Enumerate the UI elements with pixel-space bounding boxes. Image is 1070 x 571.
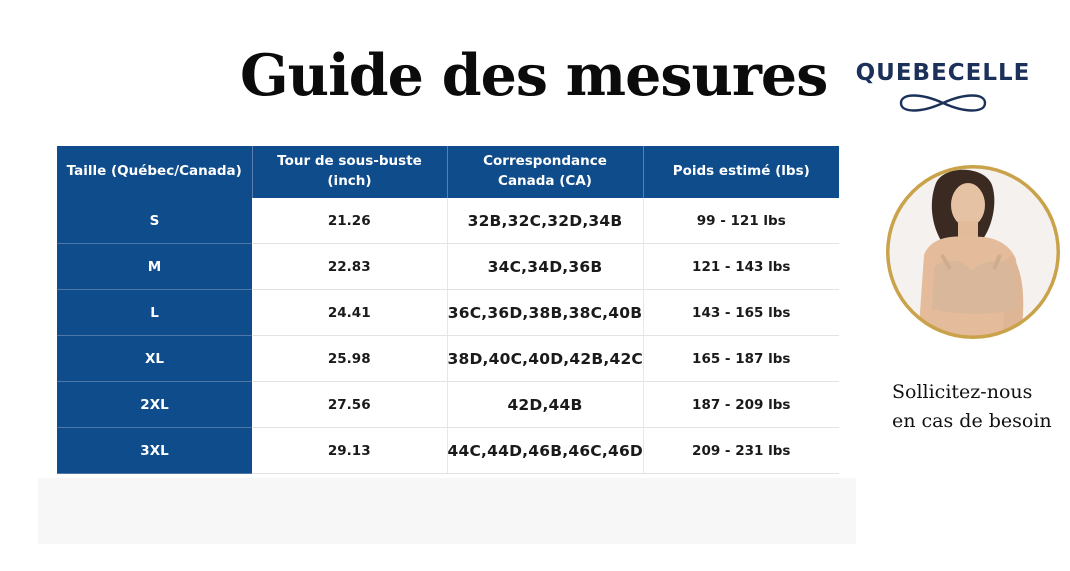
- cell-ca: 44C,44D,46B,46C,46D: [447, 428, 643, 474]
- cell-size: L: [57, 290, 252, 336]
- cell-weight: 187 - 209 lbs: [643, 382, 839, 428]
- cell-underbust: 27.56: [252, 382, 447, 428]
- cell-weight: 165 - 187 lbs: [643, 336, 839, 382]
- page-title: Guide des mesures: [240, 42, 828, 109]
- table-row: [57, 244, 839, 290]
- table-row: [57, 382, 839, 428]
- table-header-row: [57, 146, 839, 198]
- cell-size: XL: [57, 336, 252, 382]
- cell-weight: 143 - 165 lbs: [643, 290, 839, 336]
- brand-logo[interactable]: [852, 60, 1034, 118]
- cell-underbust: 25.98: [252, 336, 447, 382]
- header-underbust: Tour de sous-buste (inch): [252, 146, 447, 198]
- help-line-1: Sollicitez-nous: [892, 381, 1033, 403]
- cell-size: 3XL: [57, 428, 252, 474]
- table-row: [57, 290, 839, 336]
- help-text: [892, 378, 1070, 436]
- cell-ca: 32B,32C,32D,34B: [447, 198, 643, 244]
- model-photo: [884, 163, 1062, 341]
- cell-size: M: [57, 244, 252, 290]
- cell-size: 2XL: [57, 382, 252, 428]
- size-table: [57, 146, 839, 474]
- cell-underbust: 24.41: [252, 290, 447, 336]
- header-weight: Poids estimé (lbs): [643, 146, 839, 198]
- cell-underbust: 21.26: [252, 198, 447, 244]
- cell-weight: 121 - 143 lbs: [643, 244, 839, 290]
- table-row: [57, 336, 839, 382]
- cell-weight: 99 - 121 lbs: [643, 198, 839, 244]
- table-shadow-area: [38, 478, 856, 544]
- cell-ca: 38D,40C,40D,42B,42C: [447, 336, 643, 382]
- table-row: [57, 198, 839, 244]
- table-row: [57, 428, 839, 474]
- cell-underbust: 29.13: [252, 428, 447, 474]
- header-size: Taille (Québec/Canada): [57, 146, 252, 198]
- infinity-icon: [895, 88, 991, 118]
- cell-underbust: 22.83: [252, 244, 447, 290]
- cell-weight: 209 - 231 lbs: [643, 428, 839, 474]
- cell-size: S: [57, 198, 252, 244]
- brand-name: QUEBECELLE: [855, 60, 1031, 86]
- cell-ca: 36C,36D,38B,38C,40B: [447, 290, 643, 336]
- header-ca: Correspondance Canada (CA): [447, 146, 643, 198]
- help-line-2: en cas de besoin: [892, 410, 1052, 432]
- cell-ca: 42D,44B: [447, 382, 643, 428]
- cell-ca: 34C,34D,36B: [447, 244, 643, 290]
